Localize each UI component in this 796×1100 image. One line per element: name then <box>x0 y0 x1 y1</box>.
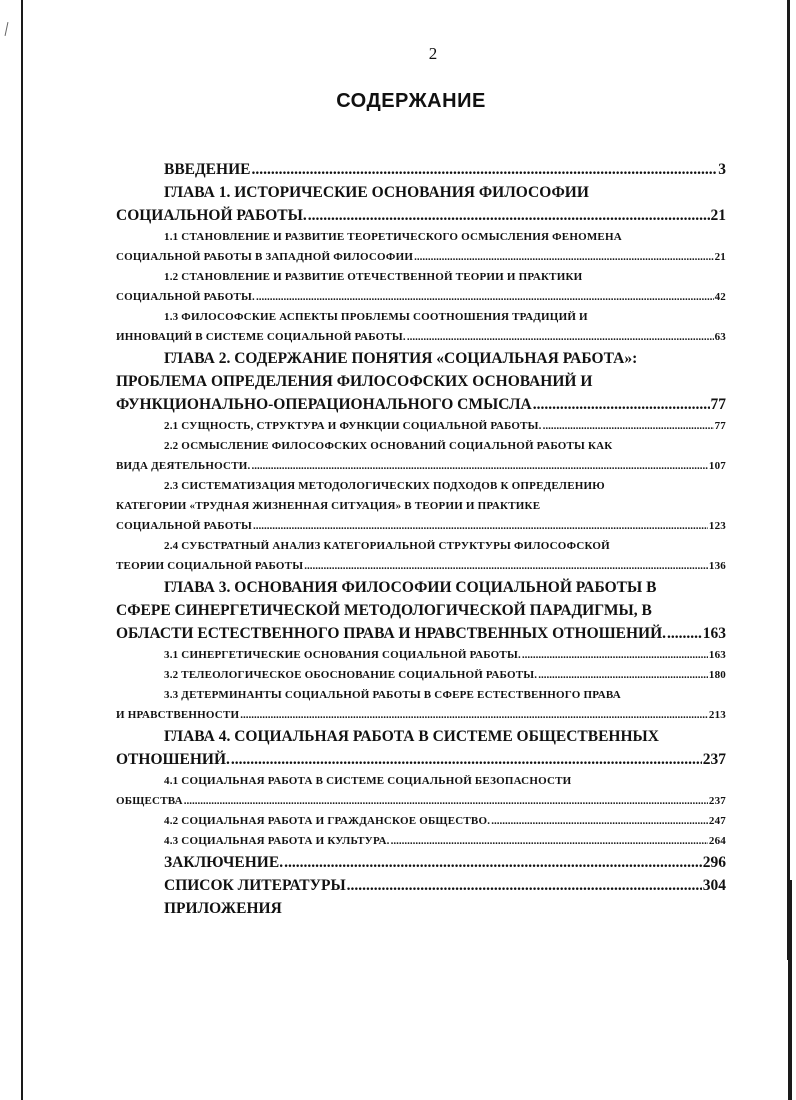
toc-entry-references-text: СПИСОК ЛИТЕРАТУРЫ <box>164 877 346 894</box>
toc-section-2-4-line-2[interactable] <box>116 556 726 576</box>
toc-section-2-3-title: 2.3 СИСТЕМАТИЗАЦИЯ МЕТОДОЛОГИЧЕСКИХ ПОДХОДОВ К ОПРЕДЕЛЕНИЮ <box>164 480 605 492</box>
table-of-contents <box>116 158 726 920</box>
toc-chapter-1-page: 21 <box>710 207 726 224</box>
toc-section-2-1-title: 2.1 СУЩНОСТЬ, СТРУКТУРА И ФУНКЦИИ СОЦИАЛЬНОЙ РАБОТЫ. <box>164 420 542 432</box>
toc-section-3-3-page: 213 <box>708 709 726 721</box>
toc-chapter-4-title-cont: ОТНОШЕНИЙ. <box>116 751 230 768</box>
toc-chapter-2-line-1[interactable] <box>116 347 726 370</box>
scan-border-left <box>21 0 23 1100</box>
toc-chapter-3-page: 163 <box>702 625 726 642</box>
toc-section-4-1-line-1[interactable] <box>116 771 726 791</box>
toc-section-3-2[interactable] <box>116 665 726 685</box>
toc-section-3-3-line-2[interactable] <box>116 705 726 725</box>
toc-chapter-4-line-1[interactable] <box>116 725 726 748</box>
toc-section-2-2-page: 107 <box>708 460 726 472</box>
toc-chapter-2-line-2[interactable] <box>116 370 726 393</box>
toc-section-1-3-title: 1.3 ФИЛОСОФСКИЕ АСПЕКТЫ ПРОБЛЕМЫ СООТНОШЕНИЯ ТРАДИЦИЙ И <box>164 311 588 323</box>
toc-chapter-2-title: ГЛАВА 2. СОДЕРЖАНИЕ ПОНЯТИЯ «СОЦИАЛЬНАЯ РАБОТА»: <box>164 350 638 367</box>
toc-section-1-1-title: 1.1 СТАНОВЛЕНИЕ И РАЗВИТИЕ ТЕОРЕТИЧЕСКОГО ОСМЫСЛЕНИЯ ФЕНОМЕНА <box>164 231 622 243</box>
toc-entry-intro[interactable] <box>116 158 726 181</box>
dot-leader <box>667 622 702 645</box>
toc-entry-intro-page: 3 <box>718 161 726 178</box>
toc-section-2-3-line-1[interactable] <box>116 476 726 496</box>
toc-section-2-4-title: 2.4 СУБСТРАТНЫЙ АНАЛИЗ КАТЕГОРИАЛЬНОЙ СТРУКТУРЫ ФИЛОСОФСКОЙ <box>164 540 610 552</box>
toc-section-1-2-title: 1.2 СТАНОВЛЕНИЕ И РАЗВИТИЕ ОТЕЧЕСТВЕННОЙ ТЕОРИИ И ПРАКТИКИ <box>164 271 583 283</box>
toc-entry-references[interactable] <box>116 874 726 897</box>
toc-section-3-3-title: 3.3 ДЕТЕРМИНАНТЫ СОЦИАЛЬНОЙ РАБОТЫ В СФЕРЕ ЕСТЕСТВЕННОГО ПРАВА <box>164 689 621 701</box>
toc-section-4-3-title: 4.3 СОЦИАЛЬНАЯ РАБОТА И КУЛЬТУРА. <box>164 835 390 847</box>
dot-leader <box>347 874 702 897</box>
toc-section-2-4-line-1[interactable] <box>116 536 726 556</box>
toc-chapter-1-line-1[interactable] <box>116 181 726 204</box>
toc-section-4-3-page: 264 <box>708 835 726 847</box>
toc-section-1-2-page: 42 <box>714 291 726 303</box>
toc-section-1-1-line-1[interactable] <box>116 227 726 247</box>
toc-section-2-3-title-cont: КАТЕГОРИИ «ТРУДНАЯ ЖИЗНЕННАЯ СИТУАЦИЯ» В ТЕОРИИ И ПРАКТИКЕ <box>116 500 541 512</box>
dot-leader <box>391 831 708 851</box>
dot-leader <box>253 516 708 536</box>
toc-section-1-1-page: 21 <box>714 251 726 263</box>
dot-leader <box>522 645 708 665</box>
toc-section-4-2-title: 4.2 СОЦИАЛЬНАЯ РАБОТА И ГРАЖДАНСКОЕ ОБЩЕСТВО. <box>164 815 491 827</box>
toc-section-3-1-page: 163 <box>708 649 726 661</box>
toc-chapter-2-title-cont: ПРОБЛЕМА ОПРЕДЕЛЕНИЯ ФИЛОСОФСКИХ ОСНОВАНИЙ И <box>116 373 593 390</box>
toc-chapter-2-page: 77 <box>710 396 726 413</box>
toc-section-4-3[interactable] <box>116 831 726 851</box>
dot-leader <box>251 456 707 476</box>
toc-section-3-1[interactable] <box>116 645 726 665</box>
toc-section-2-3-line-2[interactable] <box>116 496 726 516</box>
toc-section-3-1-title: 3.1 СИНЕРГЕТИЧЕСКИЕ ОСНОВАНИЯ СОЦИАЛЬНОЙ РАБОТЫ. <box>164 649 521 661</box>
toc-section-2-4-page: 136 <box>708 560 726 572</box>
toc-section-2-1[interactable] <box>116 416 726 436</box>
toc-section-2-3-page: 123 <box>708 520 726 532</box>
toc-chapter-4-title: ГЛАВА 4. СОЦИАЛЬНАЯ РАБОТА В СИСТЕМЕ ОБЩЕСТВЕННЫХ <box>164 728 659 745</box>
toc-section-2-2-line-2[interactable] <box>116 456 726 476</box>
scan-border-right-lower <box>788 880 792 1100</box>
toc-chapter-3-line-2[interactable] <box>116 599 726 622</box>
toc-section-2-4-title-cont: ТЕОРИИ СОЦИАЛЬНОЙ РАБОТЫ <box>116 560 304 572</box>
toc-chapter-3-title: ГЛАВА 3. ОСНОВАНИЯ ФИЛОСОФИИ СОЦИАЛЬНОЙ РАБОТЫ В <box>164 579 657 596</box>
toc-section-1-2-line-1[interactable] <box>116 267 726 287</box>
toc-section-4-1-page: 237 <box>708 795 726 807</box>
toc-section-1-3-page: 63 <box>714 331 726 343</box>
toc-section-3-2-page: 180 <box>708 669 726 681</box>
toc-entry-conclusion[interactable] <box>116 851 726 874</box>
toc-entry-appendix-text: ПРИЛОЖЕНИЯ <box>164 900 282 917</box>
toc-chapter-4-page: 237 <box>702 751 726 768</box>
dot-leader <box>256 287 714 307</box>
dot-leader <box>407 327 714 347</box>
toc-chapter-3-title-end: ОБЛАСТИ ЕСТЕСТВЕННОГО ПРАВА И НРАВСТВЕННЫХ ОТНОШЕНИЙ. <box>116 625 667 642</box>
dot-leader <box>240 705 708 725</box>
toc-section-1-2-line-2[interactable] <box>116 287 726 307</box>
toc-chapter-3-title-cont: СФЕРЕ СИНЕРГЕТИЧЕСКОЙ МЕТОДОЛОГИЧЕСКОЙ ПАРАДИГМЫ, В <box>116 602 652 619</box>
toc-section-2-2-line-1[interactable] <box>116 436 726 456</box>
toc-chapter-4-line-2[interactable] <box>116 748 726 771</box>
toc-chapter-1-line-2[interactable] <box>116 204 726 227</box>
toc-chapter-3-line-1[interactable] <box>116 576 726 599</box>
dot-leader <box>543 416 714 436</box>
toc-chapter-2-title-end: ФУНКЦИОНАЛЬНО-ОПЕРАЦИОНАЛЬНОГО СМЫСЛА <box>116 396 532 413</box>
toc-section-2-3-line-3[interactable] <box>116 516 726 536</box>
toc-entry-references-page: 304 <box>702 877 726 894</box>
toc-section-1-3-title-cont: ИННОВАЦИЙ В СИСТЕМЕ СОЦИАЛЬНОЙ РАБОТЫ. <box>116 331 406 343</box>
scan-artifact-mark <box>5 22 9 36</box>
dot-leader <box>284 851 702 874</box>
toc-chapter-1-title-cont: СОЦИАЛЬНОЙ РАБОТЫ. <box>116 207 307 224</box>
dot-leader <box>184 791 708 811</box>
toc-entry-conclusion-page: 296 <box>702 854 726 871</box>
toc-entry-intro-text: ВВЕДЕНИЕ <box>164 161 251 178</box>
toc-section-2-2-title: 2.2 ОСМЫСЛЕНИЕ ФИЛОСОФСКИХ ОСНОВАНИЙ СОЦИАЛЬНОЙ РАБОТЫ КАК <box>164 440 613 452</box>
toc-section-4-1-title: 4.1 СОЦИАЛЬНАЯ РАБОТА В СИСТЕМЕ СОЦИАЛЬНОЙ БЕЗОПАСНОСТИ <box>164 775 572 787</box>
dot-leader <box>308 204 710 227</box>
dot-leader <box>491 811 708 831</box>
page-title: СОДЕРЖАНИЕ <box>336 90 486 112</box>
dot-leader <box>231 748 702 771</box>
toc-section-1-3-line-1[interactable] <box>116 307 726 327</box>
toc-section-4-1-line-2[interactable] <box>116 791 726 811</box>
scan-border-right <box>787 0 790 960</box>
toc-entry-conclusion-text: ЗАКЛЮЧЕНИЕ. <box>164 854 284 871</box>
toc-chapter-3-line-3[interactable] <box>116 622 726 645</box>
toc-section-2-3-title-end: СОЦИАЛЬНОЙ РАБОТЫ <box>116 520 252 532</box>
dot-leader <box>538 665 708 685</box>
dot-leader <box>414 247 714 267</box>
dot-leader <box>251 158 717 181</box>
toc-section-1-3-line-2[interactable] <box>116 327 726 347</box>
toc-section-1-1-title-cont: СОЦИАЛЬНОЙ РАБОТЫ В ЗАПАДНОЙ ФИЛОСОФИИ <box>116 251 414 263</box>
toc-section-3-2-title: 3.2 ТЕЛЕОЛОГИЧЕСКОЕ ОБОСНОВАНИЕ СОЦИАЛЬНОЙ РАБОТЫ. <box>164 669 538 681</box>
page-number: 2 <box>428 44 438 63</box>
toc-section-3-3-line-1[interactable] <box>116 685 726 705</box>
dot-leader <box>533 393 710 416</box>
toc-section-4-1-title-cont: ОБЩЕСТВА <box>116 795 183 807</box>
toc-chapter-1-title: ГЛАВА 1. ИСТОРИЧЕСКИЕ ОСНОВАНИЯ ФИЛОСОФИИ <box>164 184 589 201</box>
toc-section-3-3-title-cont: И НРАВСТВЕННОСТИ <box>116 709 240 721</box>
toc-section-1-2-title-cont: СОЦИАЛЬНОЙ РАБОТЫ. <box>116 291 255 303</box>
toc-section-4-2-page: 247 <box>708 815 726 827</box>
toc-section-4-2[interactable] <box>116 811 726 831</box>
toc-chapter-2-line-3[interactable] <box>116 393 726 416</box>
toc-section-1-1-line-2[interactable] <box>116 247 726 267</box>
toc-entry-appendix[interactable] <box>116 897 726 920</box>
dot-leader <box>304 556 708 576</box>
toc-section-2-2-title-cont: ВИДА ДЕЯТЕЛЬНОСТИ. <box>116 460 251 472</box>
toc-section-2-1-page: 77 <box>714 420 726 432</box>
